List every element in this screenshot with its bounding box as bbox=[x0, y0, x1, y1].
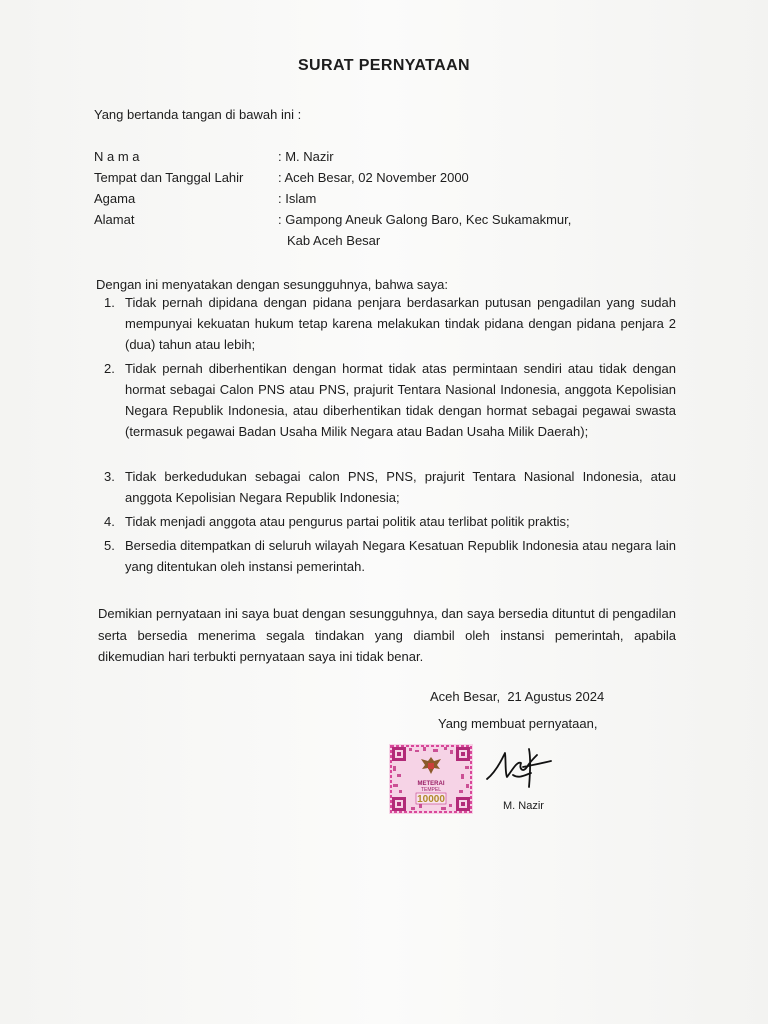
statement-number: 1. bbox=[104, 295, 115, 310]
statement-number: 3. bbox=[104, 469, 115, 484]
stamp-value: 10000 bbox=[417, 794, 445, 805]
place-date: Aceh Besar, 21 Agustus 2024 bbox=[430, 689, 605, 704]
identity-label: N a m a bbox=[94, 149, 140, 164]
statement-number: 2. bbox=[104, 361, 115, 376]
statement-text: Tidak pernah diberhentikan dengan hormat tidak atas permintaan sendiri atau tidak dengan hormat sebagai Calon PNS atau PNS, prajurit Tentara Nasional Indonesia, anggota Kepolisian Negara Republik Indonesia, atau diberhentikan tidak dengan hormat sebagai pegawai swasta (termasuk pegawai Badan Usaha Milik Negara atau Badan Usaha Milik Daerah); bbox=[125, 361, 676, 439]
address-line-2: Kab Aceh Besar bbox=[287, 233, 381, 248]
identity-value: : Islam bbox=[278, 191, 317, 206]
statement-text: Tidak berkedudukan sebagai calon PNS, PNS, prajurit Tentara Nasional Indonesia, atau anggota Kepolisian Negara Republik Indonesia; bbox=[125, 469, 676, 505]
signature bbox=[483, 745, 555, 797]
statement-intro: Dengan ini menyatakan dengan sesungguhnya, bahwa saya: bbox=[96, 277, 448, 292]
statement-number: 4. bbox=[104, 514, 115, 529]
maker-label: Yang membuat pernyataan, bbox=[438, 716, 598, 731]
identity-label: Agama bbox=[94, 191, 136, 206]
meterai-stamp bbox=[389, 744, 473, 814]
statement-text: Tidak pernah dipidana dengan pidana penjara berdasarkan putusan pengadilan yang sudah mempunyai kekuatan hukum tetap karena melakukan tindak pidana dengan pidana penjara 2 (dua) tahun atau lebih; bbox=[125, 295, 676, 352]
identity-value: : M. Nazir bbox=[278, 149, 334, 164]
signer-name: M. Nazir bbox=[503, 800, 544, 812]
identity-value: : Gampong Aneuk Galong Baro, Kec Sukamakmur, bbox=[278, 212, 572, 227]
closing-paragraph: Demikian pernyataan ini saya buat dengan sesungguhnya, dan saya bersedia dituntut di pengadilan serta bersedia menerima segala tindakan yang diambil oleh instansi pemerintah, apabila dikemudian hari terbukti pernyataan saya ini tidak benar. bbox=[98, 606, 676, 664]
identity-label: Alamat bbox=[94, 212, 135, 227]
identity-value: : Aceh Besar, 02 November 2000 bbox=[278, 170, 469, 185]
statement-text: Tidak menjadi anggota atau pengurus partai politik atau terlibat politik praktis; bbox=[125, 514, 570, 529]
stamp-line2: TEMPEL bbox=[420, 787, 442, 793]
document-title: SURAT PERNYATAAN bbox=[297, 57, 471, 74]
intro-text: Yang bertanda tangan di bawah ini : bbox=[94, 107, 302, 122]
statement-text: Bersedia ditempatkan di seluruh wilayah Negara Kesatuan Republik Indonesia atau negara lain yang ditentukan oleh instansi pemerintah. bbox=[125, 538, 676, 574]
identity-label: Tempat dan Tanggal Lahir bbox=[94, 170, 244, 185]
stamp-line1: METERAI bbox=[417, 781, 445, 787]
statement-number: 5. bbox=[104, 538, 115, 553]
